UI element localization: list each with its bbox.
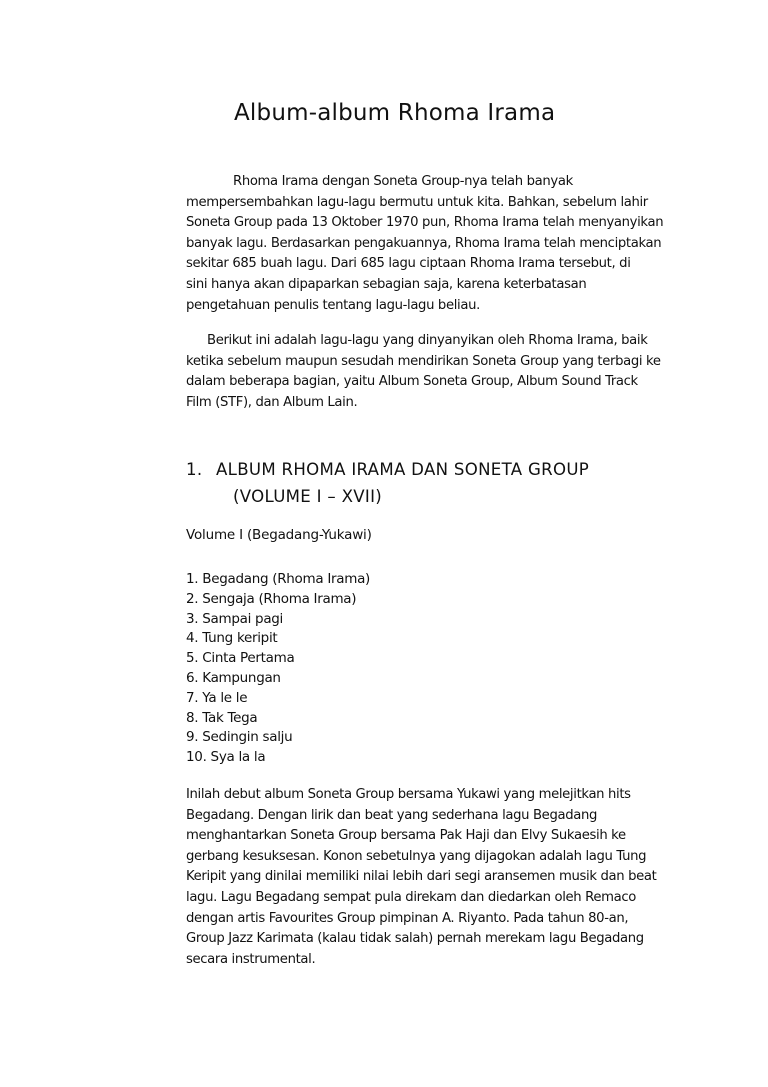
track-item: 10. Sya la la: [186, 749, 266, 766]
text-line: gerbang kesuksesan. Konon sebetulnya yang dijagokan adalah lagu Tung: [186, 848, 647, 864]
text-line: pengetahuan penulis tentang lagu-lagu beliau.: [186, 297, 480, 313]
document-title: Album-album Rhoma Irama: [234, 100, 556, 126]
text-line: sekitar 685 buah lagu. Dari 685 lagu ciptaan Rhoma Irama tersebut, di: [186, 256, 631, 272]
text-line: Keripit yang dinilai memiliki nilai lebih dari segi aransemen musik dan beat: [186, 869, 657, 885]
volume-title: Volume I (Begadang-Yukawi): [186, 527, 372, 543]
text-line: Begadang. Dengan lirik dan beat yang sederhana lagu Begadang: [186, 807, 597, 823]
closing-paragraph: [186, 785, 656, 970]
text-line: lagu. Lagu Begadang sempat pula direkam dan diedarkan oleh Remaco: [186, 889, 636, 905]
track-list: [186, 570, 370, 768]
text-line: Film (STF), dan Album Lain.: [186, 394, 358, 410]
text-line: dengan artis Favourites Group pimpinan A. Riyanto. Pada tahun 80-an,: [186, 910, 629, 926]
track-item: 3. Sampai pagi: [186, 610, 284, 627]
section-title-line1: ALBUM RHOMA IRAMA DAN SONETA GROUP: [216, 460, 590, 479]
text-line: Rhoma Irama dengan Soneta Group-nya telah banyak: [233, 174, 573, 189]
section-number: 1.: [186, 460, 203, 479]
section-heading: [186, 456, 589, 510]
track-item: 5. Cinta Pertama: [186, 650, 295, 667]
text-line: banyak lagu. Berdasarkan pengakuannya, Rhoma Irama telah menciptakan: [186, 235, 662, 251]
text-line: mempersembahkan lagu-lagu bermutu untuk kita. Bahkan, sebelum lahir: [186, 194, 648, 210]
track-item: 9. Sedingin salju: [186, 729, 293, 746]
track-item: 6. Kampungan: [186, 669, 281, 686]
text-line: Berikut ini adalah lagu-lagu yang dinyanyikan oleh Rhoma Irama, baik: [207, 333, 648, 348]
text-line: secara instrumental.: [186, 951, 316, 967]
text-line: menghantarkan Soneta Group bersama Pak Haji dan Elvy Sukaesih ke: [186, 828, 626, 844]
track-item: 7. Ya le le: [186, 689, 248, 706]
text-line: ketika sebelum maupun sesudah mendirikan Soneta Group yang terbagi ke: [186, 353, 661, 369]
intro-paragraph: [186, 172, 664, 316]
text-line: dalam beberapa bagian, yaitu Album Soneta Group, Album Sound Track: [186, 374, 638, 390]
text-line: Group Jazz Karimata (kalau tidak salah) pernah merekam lagu Begadang: [186, 931, 644, 947]
track-item: 2. Sengaja (Rhoma Irama): [186, 590, 357, 607]
section-title-line2: (VOLUME I – XVII): [233, 487, 383, 506]
text-line: Inilah debut album Soneta Group bersama Yukawi yang melejitkan hits: [186, 787, 631, 802]
text-line: sini hanya akan dipaparkan sebagian saja, karena keterbatasan: [186, 276, 587, 292]
second-paragraph: [186, 331, 661, 413]
track-item: 4. Tung keripit: [186, 630, 278, 647]
text-line: Soneta Group pada 13 Oktober 1970 pun, Rhoma Irama telah menyanyikan: [186, 215, 664, 231]
track-item: 8. Tak Tega: [186, 709, 258, 726]
track-item: 1. Begadang (Rhoma Irama): [186, 571, 371, 587]
